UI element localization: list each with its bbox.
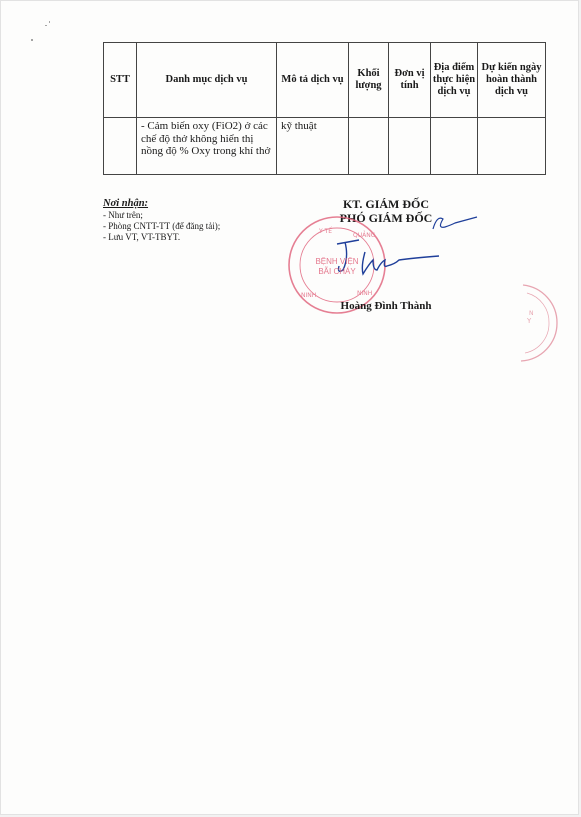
svg-text:NINH: NINH (301, 292, 317, 299)
stamp-and-signature-graphics (1, 1, 580, 816)
partial-seal-icon (521, 285, 557, 361)
col-header-service: Danh mục dịch vụ (137, 43, 277, 118)
svg-text:NINH: NINH (357, 290, 373, 297)
signature-title-line2: PHÓ GIÁM ĐỐC (339, 211, 433, 225)
recipient-item: - Lưu VT, VT-TBYT. (103, 232, 181, 242)
col-header-unit: Đơn vị tính (389, 43, 431, 118)
recipients-title: Nơi nhận: (103, 198, 149, 209)
col-header-location: Địa điểm thực hiện dịch vụ (431, 43, 478, 118)
cell-service: - Cảm biến oxy (FiO2) ở các chế độ thở không hiển thị nồng độ % Oxy trong khí thở (137, 118, 277, 175)
seal-text-line2: BÃI CHÁY (318, 267, 356, 276)
col-header-quantity: Khối lượng (349, 43, 389, 118)
cell-description: kỹ thuật (277, 118, 349, 175)
seal-text (297, 257, 377, 277)
seal-text-line1: BỆNH VIỆN (315, 257, 359, 266)
svg-text:QUẢNG: QUẢNG (353, 232, 376, 239)
recipient-item: - Phòng CNTT-TT (để đăng tải); (103, 221, 221, 231)
col-header-completion: Dự kiến ngày hoàn thành dịch vụ (478, 43, 546, 118)
svg-text:N: N (529, 310, 534, 317)
recipient-item: - Như trên; (103, 210, 143, 220)
svg-text:Y TẾ: Y TẾ (319, 228, 333, 235)
signature-title-line1: KT. GIÁM ĐỐC (342, 197, 430, 211)
initial-signature-icon (433, 217, 477, 229)
col-header-stt: STT (104, 43, 137, 118)
svg-text:Y: Y (527, 317, 532, 325)
col-header-description: Mô tả dịch vụ (277, 43, 349, 118)
signer-name: Hoàng Đình Thành (340, 300, 432, 312)
